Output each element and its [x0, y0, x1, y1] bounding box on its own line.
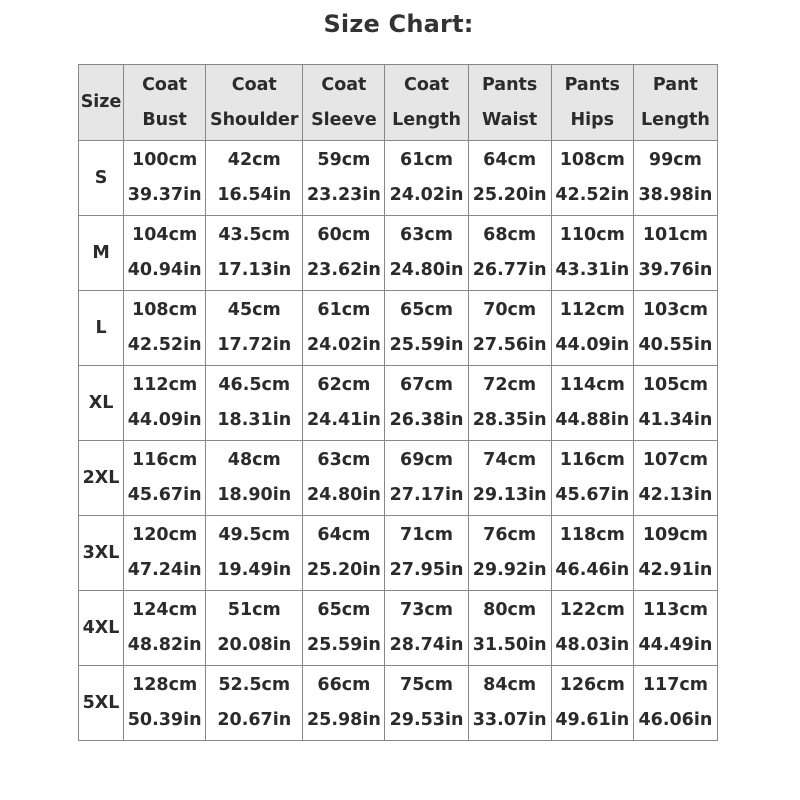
measurement-cell [303, 666, 385, 741]
value-in: 19.49in [217, 560, 292, 580]
column-header-line1: Coat [403, 74, 450, 95]
measurement-cell [551, 291, 633, 366]
value-in: 24.80in [306, 485, 381, 505]
measurement-cell [385, 366, 468, 441]
value-in: 20.08in [217, 635, 292, 655]
value-cm: 114cm [559, 375, 625, 395]
value-cm: 107cm [642, 450, 708, 470]
value-in: 27.17in [389, 485, 464, 505]
value-cm: 65cm [400, 300, 453, 320]
value-in: 27.95in [389, 560, 464, 580]
measurement-cell [633, 591, 717, 666]
size-label: 3XL [79, 516, 124, 591]
value-cm: 73cm [400, 600, 453, 620]
measurement-cell [303, 441, 385, 516]
measurement-cell [385, 441, 468, 516]
value-cm: 126cm [559, 675, 625, 695]
value-cm: 48cm [227, 450, 281, 470]
value-in: 17.13in [217, 260, 292, 280]
value-cm: 62cm [317, 375, 371, 395]
value-in: 42.52in [555, 185, 630, 205]
size-label: L [79, 291, 124, 366]
value-in: 26.38in [389, 410, 464, 430]
measurement-cell [551, 141, 633, 216]
value-in: 17.72in [217, 335, 292, 355]
value-in: 31.50in [472, 635, 547, 655]
column-header-coat-bust [124, 65, 206, 141]
measurement-cell [303, 516, 385, 591]
value-cm: 43.5cm [218, 225, 291, 245]
value-cm: 45cm [227, 300, 281, 320]
measurement-cell [206, 666, 303, 741]
value-in: 41.34in [638, 410, 713, 430]
value-cm: 64cm [317, 525, 371, 545]
measurement-cell [633, 141, 717, 216]
table-row [79, 291, 718, 366]
value-cm: 65cm [317, 600, 371, 620]
value-in: 40.94in [127, 260, 202, 280]
column-header-coat-length [385, 65, 468, 141]
value-in: 44.49in [638, 635, 713, 655]
value-cm: 80cm [483, 600, 537, 620]
measurement-cell [551, 591, 633, 666]
value-in: 27.56in [472, 335, 547, 355]
column-header-line2: Sleeve [311, 109, 377, 130]
measurement-cell [385, 141, 468, 216]
header-row [79, 65, 718, 141]
measurement-cell [385, 216, 468, 291]
value-cm: 103cm [642, 300, 708, 320]
value-in: 25.59in [389, 335, 464, 355]
measurement-cell [303, 591, 385, 666]
column-header-coat-shoulder [206, 65, 303, 141]
measurement-cell [206, 591, 303, 666]
value-in: 18.31in [217, 410, 292, 430]
column-header-line1: Pant [652, 74, 698, 95]
measurement-cell [468, 291, 551, 366]
measurement-cell [124, 441, 206, 516]
column-header-pant-length [633, 65, 717, 141]
value-cm: 76cm [483, 525, 537, 545]
value-in: 44.88in [555, 410, 630, 430]
value-cm: 67cm [400, 375, 453, 395]
table-row [79, 441, 718, 516]
measurement-cell [551, 366, 633, 441]
column-header-line1: Pants [481, 74, 538, 95]
measurement-cell [468, 141, 551, 216]
column-header-line1: Coat [231, 74, 277, 95]
value-cm: 61cm [317, 300, 371, 320]
measurement-cell [303, 366, 385, 441]
column-header-line2: Waist [482, 109, 538, 130]
value-cm: 66cm [317, 675, 371, 695]
value-cm: 109cm [642, 525, 708, 545]
measurement-cell [385, 591, 468, 666]
size-column-header: Size [79, 65, 124, 141]
value-cm: 116cm [559, 450, 625, 470]
value-cm: 42cm [227, 150, 281, 170]
column-header-line1: Pants [564, 74, 620, 95]
measurement-cell [124, 216, 206, 291]
measurement-cell [206, 516, 303, 591]
value-in: 39.76in [638, 260, 713, 280]
measurement-cell [385, 666, 468, 741]
measurement-cell [206, 291, 303, 366]
size-label: M [79, 216, 124, 291]
column-header-line2: Bust [142, 109, 187, 130]
measurement-cell [206, 141, 303, 216]
measurement-cell [385, 516, 468, 591]
value-in: 40.55in [638, 335, 713, 355]
value-in: 24.02in [389, 185, 464, 205]
value-in: 24.41in [306, 410, 381, 430]
measurement-cell [633, 291, 717, 366]
value-cm: 116cm [132, 450, 198, 470]
column-header-line2: Shoulder [209, 109, 299, 130]
value-in: 45.67in [127, 485, 202, 505]
value-cm: 110cm [559, 225, 625, 245]
measurement-cell [124, 141, 206, 216]
table-row [79, 366, 718, 441]
value-cm: 112cm [559, 300, 625, 320]
value-in: 23.23in [306, 185, 381, 205]
value-cm: 70cm [483, 300, 537, 320]
value-in: 42.13in [638, 485, 713, 505]
measurement-cell [551, 516, 633, 591]
column-header-coat-sleeve [303, 65, 385, 141]
value-in: 46.06in [638, 710, 713, 730]
size-label: 5XL [79, 666, 124, 741]
value-cm: 72cm [483, 375, 537, 395]
column-header-line2: Length [640, 109, 710, 130]
value-cm: 100cm [132, 150, 198, 170]
table-row [79, 216, 718, 291]
measurement-cell [468, 216, 551, 291]
value-in: 29.53in [389, 710, 464, 730]
value-cm: 75cm [400, 675, 453, 695]
column-header-line2: Length [392, 109, 461, 130]
value-cm: 63cm [400, 225, 453, 245]
value-in: 25.59in [306, 635, 381, 655]
size-label: 2XL [79, 441, 124, 516]
measurement-cell [633, 441, 717, 516]
measurement-cell [633, 366, 717, 441]
column-header-line1: Coat [142, 74, 188, 95]
measurement-cell [468, 366, 551, 441]
value-in: 48.03in [555, 635, 630, 655]
value-in: 38.98in [638, 185, 713, 205]
measurement-cell [468, 441, 551, 516]
column-header-line2: Hips [570, 109, 615, 130]
value-cm: 69cm [400, 450, 453, 470]
value-cm: 52.5cm [218, 675, 291, 695]
value-in: 18.90in [217, 485, 292, 505]
measurement-cell [551, 441, 633, 516]
value-in: 49.61in [555, 710, 630, 730]
value-in: 45.67in [555, 485, 630, 505]
value-cm: 101cm [642, 225, 708, 245]
size-chart-table [78, 64, 718, 741]
table-row [79, 516, 718, 591]
table-row [79, 141, 718, 216]
measurement-cell [303, 216, 385, 291]
value-cm: 99cm [648, 150, 702, 170]
size-label: 4XL [79, 591, 124, 666]
value-cm: 64cm [483, 150, 537, 170]
value-in: 47.24in [127, 560, 202, 580]
measurement-cell [551, 216, 633, 291]
value-in: 28.74in [389, 635, 464, 655]
measurement-cell [206, 366, 303, 441]
measurement-cell [468, 591, 551, 666]
value-cm: 84cm [483, 675, 537, 695]
value-cm: 120cm [132, 525, 198, 545]
column-header-pants-waist [468, 65, 551, 141]
value-cm: 124cm [132, 600, 198, 620]
value-cm: 112cm [132, 375, 198, 395]
measurement-cell [124, 591, 206, 666]
measurement-cell [468, 666, 551, 741]
value-cm: 113cm [642, 600, 708, 620]
value-cm: 68cm [483, 225, 537, 245]
value-cm: 60cm [317, 225, 371, 245]
value-in: 20.67in [217, 710, 292, 730]
value-cm: 49.5cm [218, 525, 291, 545]
measurement-cell [303, 141, 385, 216]
table-row [79, 666, 718, 741]
measurement-cell [468, 516, 551, 591]
measurement-cell [206, 441, 303, 516]
value-in: 44.09in [555, 335, 630, 355]
value-cm: 108cm [132, 300, 198, 320]
measurement-cell [124, 666, 206, 741]
value-cm: 117cm [642, 675, 708, 695]
value-cm: 46.5cm [218, 375, 291, 395]
value-in: 16.54in [217, 185, 292, 205]
measurement-cell [385, 291, 468, 366]
measurement-cell [206, 216, 303, 291]
value-in: 39.37in [127, 185, 202, 205]
value-in: 29.92in [472, 560, 547, 580]
value-cm: 128cm [132, 675, 198, 695]
value-in: 42.91in [638, 560, 713, 580]
value-cm: 118cm [559, 525, 625, 545]
measurement-cell [124, 366, 206, 441]
value-in: 48.82in [127, 635, 202, 655]
value-in: 33.07in [472, 710, 547, 730]
value-in: 24.02in [306, 335, 381, 355]
value-in: 50.39in [127, 710, 202, 730]
value-in: 43.31in [555, 260, 630, 280]
value-cm: 108cm [559, 150, 625, 170]
value-in: 25.20in [306, 560, 381, 580]
value-in: 24.80in [389, 260, 464, 280]
measurement-cell [551, 666, 633, 741]
value-in: 42.52in [127, 335, 202, 355]
measurement-cell [633, 516, 717, 591]
value-in: 29.13in [472, 485, 547, 505]
measurement-cell [633, 216, 717, 291]
value-cm: 61cm [400, 150, 453, 170]
column-header-line1: Coat [321, 74, 367, 95]
value-in: 44.09in [127, 410, 202, 430]
size-label: XL [79, 366, 124, 441]
value-in: 46.46in [555, 560, 630, 580]
column-header-pants-hips [551, 65, 633, 141]
value-cm: 105cm [642, 375, 708, 395]
measurement-cell [124, 516, 206, 591]
table-row [79, 591, 718, 666]
measurement-cell [303, 291, 385, 366]
value-cm: 71cm [400, 525, 453, 545]
value-cm: 104cm [132, 225, 198, 245]
value-cm: 122cm [559, 600, 625, 620]
value-cm: 51cm [227, 600, 281, 620]
value-in: 26.77in [472, 260, 547, 280]
value-in: 28.35in [472, 410, 547, 430]
table-body [79, 141, 718, 741]
value-cm: 59cm [317, 150, 371, 170]
page-title: Size Chart: [323, 10, 474, 38]
size-label: S [79, 141, 124, 216]
measurement-cell [633, 666, 717, 741]
value-cm: 74cm [483, 450, 537, 470]
value-in: 23.62in [306, 260, 381, 280]
value-in: 25.20in [472, 185, 547, 205]
value-in: 25.98in [306, 710, 381, 730]
value-cm: 63cm [317, 450, 371, 470]
measurement-cell [124, 291, 206, 366]
